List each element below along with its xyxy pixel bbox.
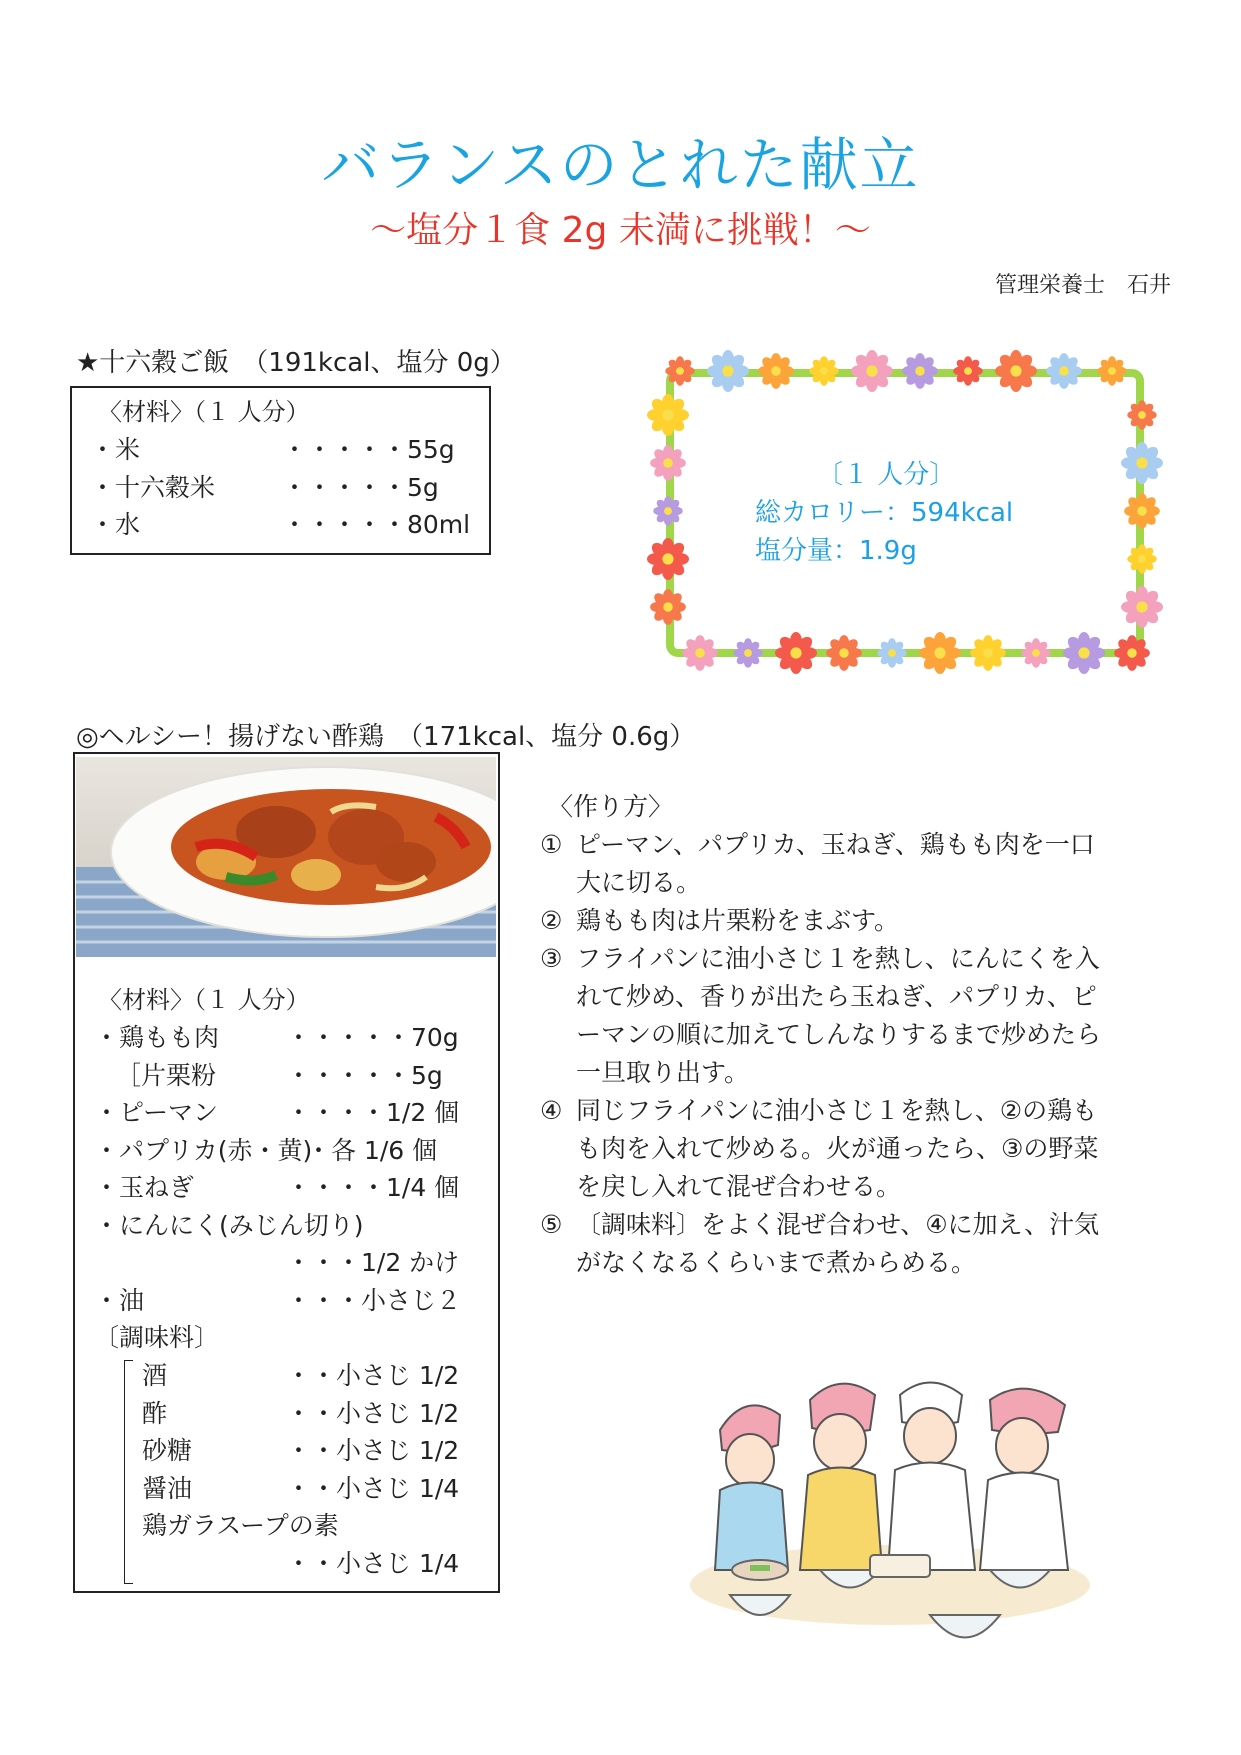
flower-decoration bbox=[650, 445, 686, 481]
summary-salt: 塩分量：1.9g bbox=[755, 536, 917, 566]
step-line: フライパンに油小さじ１を熱し、にんにくを入 bbox=[576, 944, 1100, 973]
list-item bbox=[142, 1506, 488, 1544]
flower-decoration bbox=[775, 632, 817, 674]
ingredient-amount: ・各 1/6 個 bbox=[306, 1135, 438, 1165]
list-item bbox=[142, 1356, 488, 1394]
flower-decoration bbox=[647, 538, 689, 580]
list-item bbox=[142, 1544, 488, 1582]
seasoning-title bbox=[94, 1318, 484, 1356]
flower-decoration bbox=[650, 589, 686, 625]
ingredient-amount: ・・・・1/2 個 bbox=[286, 1098, 460, 1127]
method-step bbox=[540, 902, 1180, 940]
flower-decoration bbox=[995, 350, 1037, 392]
seasoning-name: 酒 bbox=[142, 1361, 168, 1390]
step-line: ピーマン、パプリカ、玉ねぎ、鶏もも肉を一口 bbox=[576, 830, 1095, 859]
list-item bbox=[90, 468, 480, 506]
list-item bbox=[90, 430, 480, 468]
flower-decoration bbox=[1046, 353, 1082, 389]
ingredient-name: ・鶏もも肉 bbox=[94, 1023, 220, 1052]
ingredient-name: ・玉ねぎ bbox=[94, 1173, 195, 1202]
method-step bbox=[540, 1206, 1180, 1282]
method-title: 〈作り方〉 bbox=[548, 792, 674, 821]
ingredient-amount: ・・・・・55g bbox=[282, 435, 455, 464]
flower-decoration bbox=[1124, 493, 1160, 529]
step-line: も肉を入れて炒める。火が通ったら、③の野菜 bbox=[576, 1134, 1099, 1163]
seasoning-name: 酢 bbox=[142, 1398, 168, 1428]
flower-decoration bbox=[1114, 635, 1150, 671]
ingredient-name: ・油 bbox=[94, 1285, 145, 1315]
list-item bbox=[94, 1168, 484, 1206]
rice-materials-title: 〈材料〉（１ 人分） bbox=[98, 398, 310, 426]
seasoning-bracket bbox=[124, 1360, 133, 1584]
list-item bbox=[94, 1131, 484, 1169]
step-number: ④ bbox=[540, 1096, 563, 1125]
flower-decoration bbox=[826, 635, 862, 671]
nutrition-summary bbox=[755, 456, 1095, 570]
flower-decoration bbox=[1121, 586, 1163, 628]
flower-decoration bbox=[665, 356, 694, 385]
ingredient-name: ［片栗粉 bbox=[116, 1060, 217, 1090]
author: 管理栄養士 石井 bbox=[994, 273, 1171, 298]
list-item bbox=[94, 1018, 484, 1056]
seasoning-title-text: 〔調味料〕 bbox=[94, 1323, 220, 1352]
summary-serving: 〔１ 人分〕 bbox=[817, 460, 956, 490]
flower-decoration bbox=[970, 635, 1006, 671]
seasoning-amount: ・・小さじ 1/2 bbox=[286, 1398, 460, 1428]
method-step bbox=[540, 940, 1180, 1092]
seasoning-list bbox=[142, 1356, 488, 1581]
flower-decoration bbox=[1063, 632, 1105, 674]
flower-decoration bbox=[809, 356, 838, 385]
ingredient-amount: ・・・小さじ２ bbox=[286, 1285, 462, 1315]
ingredient-name: ・十六穀米 bbox=[90, 472, 216, 502]
flower-decoration bbox=[1021, 638, 1050, 667]
method-step bbox=[540, 826, 1180, 902]
flower-decoration bbox=[953, 356, 982, 385]
rice-materials-list bbox=[90, 430, 480, 543]
step-number: ② bbox=[540, 906, 563, 935]
ingredient-name: ・にんにく(みじん切り) bbox=[94, 1210, 364, 1240]
flower-decoration bbox=[1127, 400, 1156, 429]
ingredient-name: ・ピーマン bbox=[94, 1098, 219, 1127]
list-item bbox=[94, 1206, 484, 1244]
flower-decoration bbox=[851, 350, 893, 392]
list-item bbox=[142, 1469, 488, 1507]
step-number: ⑤ bbox=[540, 1210, 563, 1239]
ingredient-amount: ・・・1/2 かけ bbox=[286, 1248, 460, 1277]
seasoning-name: 醤油 bbox=[142, 1473, 193, 1503]
flower-decoration bbox=[877, 638, 906, 667]
ingredient-amount: ・・・・・5g bbox=[286, 1060, 443, 1090]
ingredient-amount: ・・・・・70g bbox=[286, 1023, 459, 1052]
seasoning-amount: ・・小さじ 1/2 bbox=[286, 1361, 460, 1390]
flower-decoration bbox=[647, 394, 689, 436]
step-line: 鶏もも肉は片栗粉をまぶす。 bbox=[576, 906, 900, 935]
step-line: 同じフライパンに油小さじ１を熱し、②の鶏も bbox=[576, 1096, 1098, 1125]
step-number: ① bbox=[540, 830, 563, 859]
seasoning-amount: ・・小さじ 1/2 bbox=[286, 1436, 460, 1465]
step-line: 大に切る。 bbox=[576, 868, 702, 897]
ingredient-amount: ・・・・1/4 個 bbox=[286, 1173, 460, 1202]
chicken-heading: ◎ヘルシー！揚げない酢鶏 （171kcal、塩分 0.6g） bbox=[76, 722, 696, 752]
flower-decoration bbox=[1097, 356, 1126, 385]
flower-decoration bbox=[1121, 442, 1163, 484]
seasoning-amount: ・・小さじ 1/4 bbox=[286, 1473, 460, 1503]
step-line: ーマンの順に加えてしんなりするまで炒めたら bbox=[576, 1020, 1102, 1049]
ingredient-amount: ・・・・・5g bbox=[282, 472, 439, 502]
rice-materials-box bbox=[70, 386, 491, 555]
page-title: バランスのとれた献立 bbox=[321, 131, 920, 199]
chicken-materials-list bbox=[94, 1018, 484, 1356]
summary-calories: 総カロリー：594kcal bbox=[755, 498, 1014, 528]
list-item bbox=[94, 1243, 484, 1281]
flower-decoration bbox=[919, 632, 961, 674]
seasoning-name: 鶏ガラスープの素 bbox=[142, 1511, 339, 1540]
flower-decoration bbox=[1127, 544, 1156, 573]
rice-heading: ★十六穀ご飯 （191kcal、塩分 0g） bbox=[76, 348, 516, 378]
flower-decoration bbox=[733, 638, 762, 667]
step-line: 一旦取り出す。 bbox=[576, 1058, 750, 1087]
list-item bbox=[94, 1281, 484, 1319]
step-line: れて炒め、香りが出たら玉ねぎ、パプリカ、ピ bbox=[576, 982, 1097, 1011]
chicken-materials-title: 〈材料〉（１ 人分） bbox=[98, 986, 310, 1014]
step-line: を戻し入れて混ぜ合わせる。 bbox=[576, 1172, 902, 1201]
method-step bbox=[540, 1092, 1180, 1206]
seasoning-name: 砂糖 bbox=[142, 1436, 193, 1465]
list-item bbox=[94, 1056, 484, 1094]
step-line: 〔調味料〕をよく混ぜ合わせ、④に加え、汁気 bbox=[576, 1210, 1100, 1239]
list-item bbox=[142, 1394, 488, 1432]
list-item bbox=[90, 505, 480, 543]
flower-decoration bbox=[902, 353, 938, 389]
cooking-class-illustration bbox=[690, 1370, 1090, 1680]
flower-decoration bbox=[707, 350, 749, 392]
flower-decoration bbox=[653, 496, 682, 525]
ingredient-name: ・米 bbox=[90, 435, 141, 464]
step-line: がなくなるくらいまで煮からめる。 bbox=[576, 1248, 977, 1277]
flower-decoration bbox=[682, 635, 718, 671]
list-item bbox=[94, 1093, 484, 1131]
method-section bbox=[540, 788, 1180, 1282]
list-item bbox=[142, 1431, 488, 1469]
seasoning-amount: ・・小さじ 1/4 bbox=[286, 1548, 460, 1578]
ingredient-name: ・パプリカ(赤・黄) bbox=[94, 1135, 313, 1165]
step-number: ③ bbox=[540, 944, 563, 973]
flower-decoration bbox=[758, 353, 794, 389]
ingredient-name: ・水 bbox=[90, 510, 141, 539]
page-subtitle: 〜塩分１食 2g 未満に挑戦！〜 bbox=[370, 210, 871, 251]
sweet-and-sour-chicken-photo bbox=[76, 757, 496, 957]
ingredient-amount: ・・・・・80ml bbox=[282, 510, 471, 539]
